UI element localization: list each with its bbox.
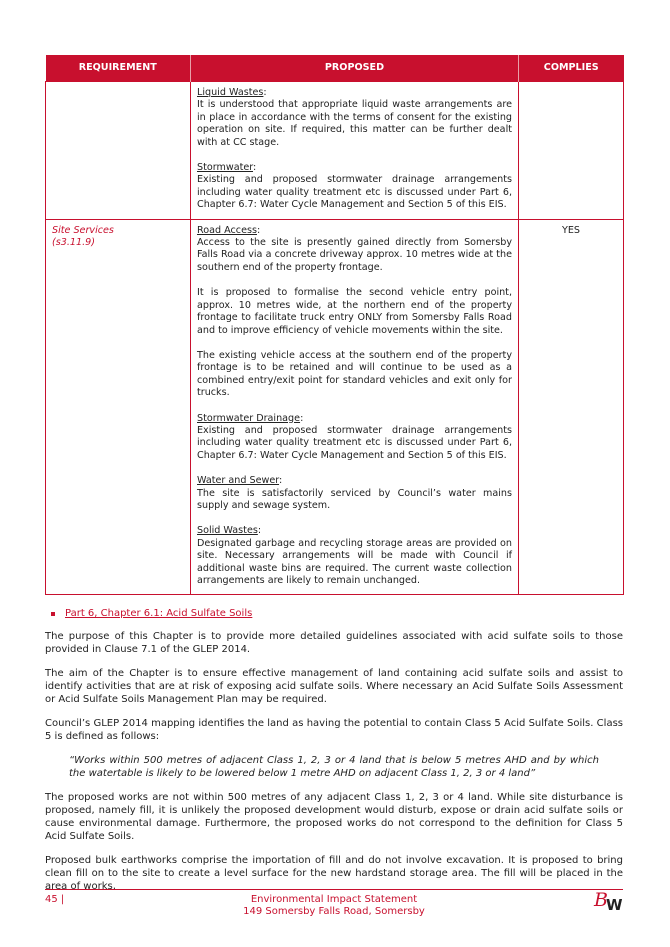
complies-cell: [519, 82, 624, 220]
solid-wastes-block: Solid Wastes: Designated garbage and recycling storage areas are provided on site. Necessary arrangements will be made with Council if additional waste bins are required. The current waste collection arrangements are likely to remain unchanged.: [197, 525, 512, 586]
paragraph: Council’s GLEP 2014 mapping identifies the land as having the potential to contain Class 5 Acid Sulfate Soils. Class 5 is defined as follows:: [45, 718, 623, 743]
road-access-block: Road Access: Access to the site is presently gained directly from Somersby Falls Road via a concrete driveway approx. 10 metres wide at the southern end of the property frontage.: [197, 224, 512, 273]
block-text: Access to the site is presently gained directly from Somersby Falls Road via a concrete driveway approx. 10 metres wide at the southern end of the property frontage.: [197, 237, 512, 273]
block-text: Existing and proposed stormwater drainage arrangements including water quality treatment etc is discussed under Part 6, Chapter 6.7: Water Cycle Management and Section 5 of this EIS.: [197, 424, 512, 461]
requirement-clause: (s3.11.9): [52, 237, 95, 249]
block-text: Existing and proposed stormwater drainage arrangements including water quality treatment etc is discussed under Part 6, Chapter 6.7: Water Cycle Management and Section 5 of this EIS.: [197, 174, 512, 211]
header-requirement: REQUIREMENT: [46, 55, 191, 82]
svg-text:B: B: [594, 889, 608, 911]
paragraph: The purpose of this Chapter is to provide more detailed guidelines associated with acid sulfate soils to those provided in Clause 7.1 of the GLEP 2014.: [45, 631, 623, 656]
svg-text:W: W: [606, 896, 623, 912]
block-text: The existing vehicle access at the southern end of the property frontage is to be retained and will continue to be used as a combined entry/exit point for standard vehicles and exit only for trucks.: [197, 349, 512, 399]
road-access-paragraph: [197, 350, 512, 400]
block-text: Designated garbage and recycling storage areas are provided on site. Necessary arrangements will be made with Council if additional waste bins are required. The current waste collection arrangements are likely to remain unchanged.: [197, 537, 512, 586]
complies-cell: YES: [519, 219, 624, 595]
stormwater-drainage-block: Stormwater Drainage: Existing and proposed stormwater drainage arrangements including water quality treatment etc is discussed under Part 6, Chapter 6.7: Water Cycle Management and Section 5 of this EIS.: [197, 412, 512, 461]
paragraph: The proposed works are not within 500 metres of any adjacent Class 1, 2, 3 or 4 land. While site disturbance is proposed, namely fill, it is unlikely the proposed development would disturb, expose or drain acid sulfate soils or cause environmental damage. Furthermore, the proposed works do not correspond to the definition for Class 5 Acid Sulfate Soils.: [45, 792, 623, 843]
table-row: [46, 82, 624, 220]
acid-sulfate-section: [45, 607, 623, 893]
bullet-square-icon: [51, 612, 55, 616]
block-heading: Road Access: [197, 224, 257, 236]
requirement-cell: [46, 219, 191, 595]
document-title: Environmental Impact Statement: [250, 894, 418, 905]
block-heading: Solid Wastes: [197, 525, 258, 537]
water-sewer-block: Water and Sewer: The site is satisfactorily serviced by Council’s water mains supply and sewage system.: [197, 475, 512, 511]
requirement-title: Site Services: [52, 224, 114, 236]
paragraph: The aim of the Chapter is to ensure effective management of land containing acid sulfate soils and assist to identify activities that are at risk of exposing acid sulfate soils. Where necessary an Acid Sulfate Soils Assessment or Acid Sulfate Soils Management Plan may be required.: [45, 668, 623, 706]
block-heading: Stormwater Drainage: [197, 412, 301, 424]
requirements-table: [45, 55, 624, 595]
proposed-cell: [191, 82, 519, 220]
section-link[interactable]: Part 6, Chapter 6.1: Acid Sulfate Soils: [65, 608, 253, 620]
stormwater-block: Stormwater: Existing and proposed stormwater drainage arrangements including water quality treatment etc is discussed under Part 6, Chapter 6.7: Water Cycle Management and Section 5 of this EIS.: [197, 162, 512, 211]
definition-quote: “Works within 500 metres of adjacent Class 1, 2, 3 or 4 land that is below 5 metres AHD and by which the watertable is likely to be lowered below 1 metre AHD on adjacent Class 1, 2, 3 or 4 land”: [69, 755, 599, 780]
block-heading: Stormwater: [197, 162, 254, 174]
road-access-paragraph: [197, 287, 512, 337]
bw-logo-icon: [593, 886, 623, 912]
table-header-row: [46, 55, 624, 82]
paragraph: Proposed bulk earthworks comprise the importation of fill and do not involve excavation. It is proposed to bring clean fill on to the site to create a level surface for the new hardstand storage area. The fill will be placed in the area of works,: [45, 855, 623, 893]
page-footer: [45, 889, 623, 930]
section-bullet: [51, 607, 623, 620]
block-heading: Liquid Wastes: [197, 87, 264, 98]
page-content: [45, 55, 623, 904]
footer-title-block: [45, 894, 623, 918]
requirement-cell: [46, 82, 191, 220]
block-text: It is proposed to formalise the second vehicle entry point, approx. 10 metres wide, at the northern end of the property frontage to facilitate truck entry ONLY from Somersby Falls Road and to improve efficiency of vehicle movements within the site.: [197, 287, 512, 336]
header-complies: COMPLIES: [519, 55, 624, 82]
block-text: It is understood that appropriate liquid waste arrangements are in place in accordance with the terms of consent for the existing operation on site. If required, this matter can be further dealt with at CC stage.: [197, 99, 512, 148]
site-address: 149 Somersby Falls Road, Somersby: [243, 906, 425, 917]
header-proposed: PROPOSED: [191, 55, 519, 82]
proposed-cell: [191, 219, 519, 595]
liquid-wastes-block: Liquid Wastes: It is understood that appropriate liquid waste arrangements are in place in accordance with the terms of consent for the existing operation on site. If required, this matter can be further dealt with at CC stage.: [197, 87, 512, 148]
block-heading: Water and Sewer: [197, 475, 280, 487]
table-row: [46, 219, 624, 595]
block-text: The site is satisfactorily serviced by Council’s water mains supply and sewage system.: [197, 487, 512, 511]
page-number: 45 |: [45, 894, 65, 905]
